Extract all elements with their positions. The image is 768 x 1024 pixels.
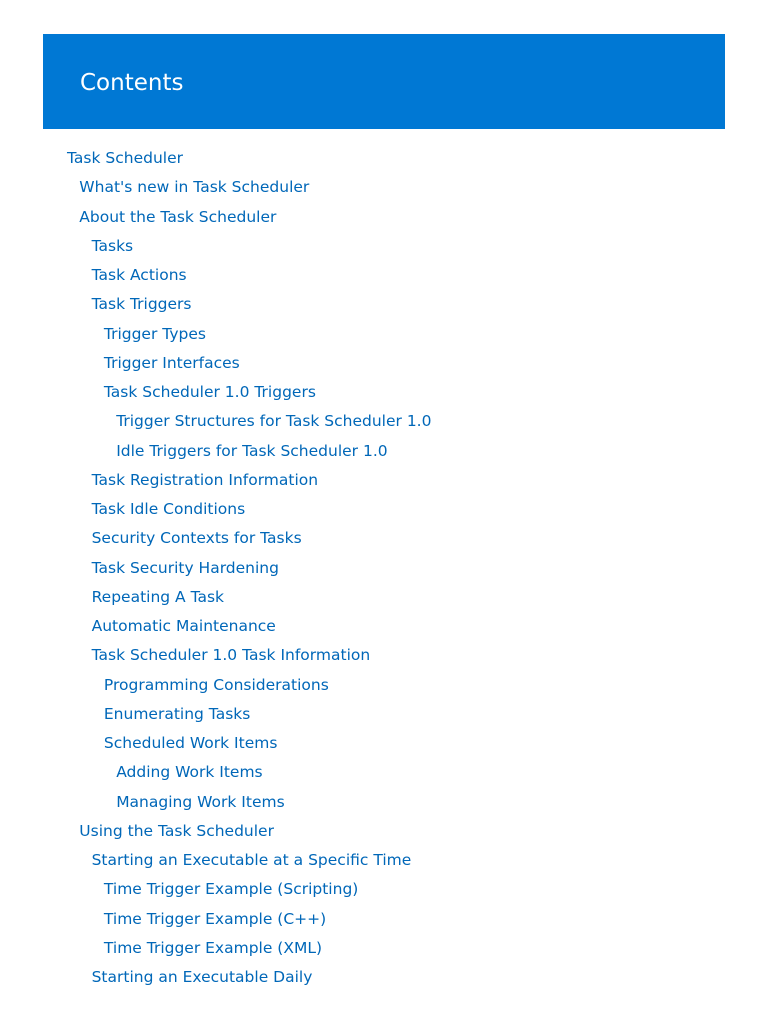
toc-item [104, 670, 329, 699]
toc-item [104, 377, 316, 406]
toc-item [92, 289, 192, 318]
toc-item [92, 582, 224, 611]
toc-link[interactable]: Time Trigger Example (C++) [103, 909, 327, 928]
toc-link[interactable]: Using the Task Scheduler [79, 821, 274, 840]
toc-link[interactable]: About the Task Scheduler [79, 207, 277, 226]
toc-item [92, 231, 134, 260]
toc-link[interactable]: Task Scheduler [67, 149, 183, 167]
toc-link[interactable]: Time Trigger Example (Scripting) [103, 880, 359, 899]
toc-link[interactable]: Task Registration Information [91, 470, 319, 489]
toc-link[interactable]: Starting an Executable at a Specific Time [91, 851, 412, 869]
toc-item [79, 172, 309, 201]
toc-link[interactable]: Time Trigger Example (XML) [103, 938, 323, 957]
page-title: Contents [80, 70, 184, 96]
toc-link[interactable]: Adding Work Items [116, 763, 263, 782]
toc-link[interactable]: Task Idle Conditions [91, 500, 246, 518]
toc-item [116, 406, 431, 435]
toc-item [92, 260, 187, 289]
toc-item [92, 465, 319, 494]
toc-item [92, 845, 412, 874]
toc-link[interactable]: Task Scheduler 1.0 Triggers [103, 383, 316, 401]
toc-link[interactable]: Task Scheduler 1.0 Task Information [91, 646, 371, 665]
toc-link[interactable]: Trigger Types [103, 324, 206, 343]
toc-link[interactable]: Enumerating Tasks [103, 704, 251, 723]
toc-item [104, 874, 358, 903]
toc-item [67, 143, 183, 172]
toc-item [92, 553, 279, 582]
toc-item [92, 640, 371, 669]
toc-link[interactable]: Security Contexts for Tasks [91, 529, 302, 548]
toc-item [116, 436, 387, 465]
toc-item [104, 319, 206, 348]
toc-item [104, 904, 326, 933]
toc-link[interactable]: Starting an Executable Daily [91, 968, 313, 986]
toc-item [104, 933, 322, 962]
toc-item [116, 787, 284, 816]
toc-item [104, 699, 250, 728]
toc-item [92, 523, 302, 552]
toc-link[interactable]: Repeating A Task [91, 587, 225, 606]
toc-link[interactable]: Task Triggers [91, 295, 192, 314]
toc-item [92, 494, 246, 523]
toc-link[interactable]: Trigger Structures for Task Scheduler 1.0 [116, 412, 432, 431]
toc-link[interactable]: Automatic Maintenance [91, 617, 276, 635]
toc-link[interactable]: Task Security Hardening [91, 558, 279, 577]
toc-item [116, 757, 262, 786]
toc-item [92, 611, 276, 640]
toc-link[interactable]: What's new in Task Scheduler [79, 178, 310, 197]
toc-link[interactable]: Trigger Interfaces [103, 353, 240, 372]
toc-item [79, 202, 276, 231]
toc-link[interactable]: Scheduled Work Items [103, 734, 278, 752]
toc-link[interactable]: Programming Considerations [103, 675, 329, 694]
toc-item [79, 816, 274, 845]
toc-item [92, 962, 313, 991]
contents-header [43, 34, 725, 129]
toc-link[interactable]: Idle Triggers for Task Scheduler 1.0 [116, 441, 388, 460]
toc-link[interactable]: Managing Work Items [116, 792, 285, 811]
toc-item [104, 348, 240, 377]
toc-item [104, 728, 278, 757]
toc-link[interactable]: Tasks [91, 236, 134, 255]
toc-link[interactable]: Task Actions [91, 266, 187, 284]
